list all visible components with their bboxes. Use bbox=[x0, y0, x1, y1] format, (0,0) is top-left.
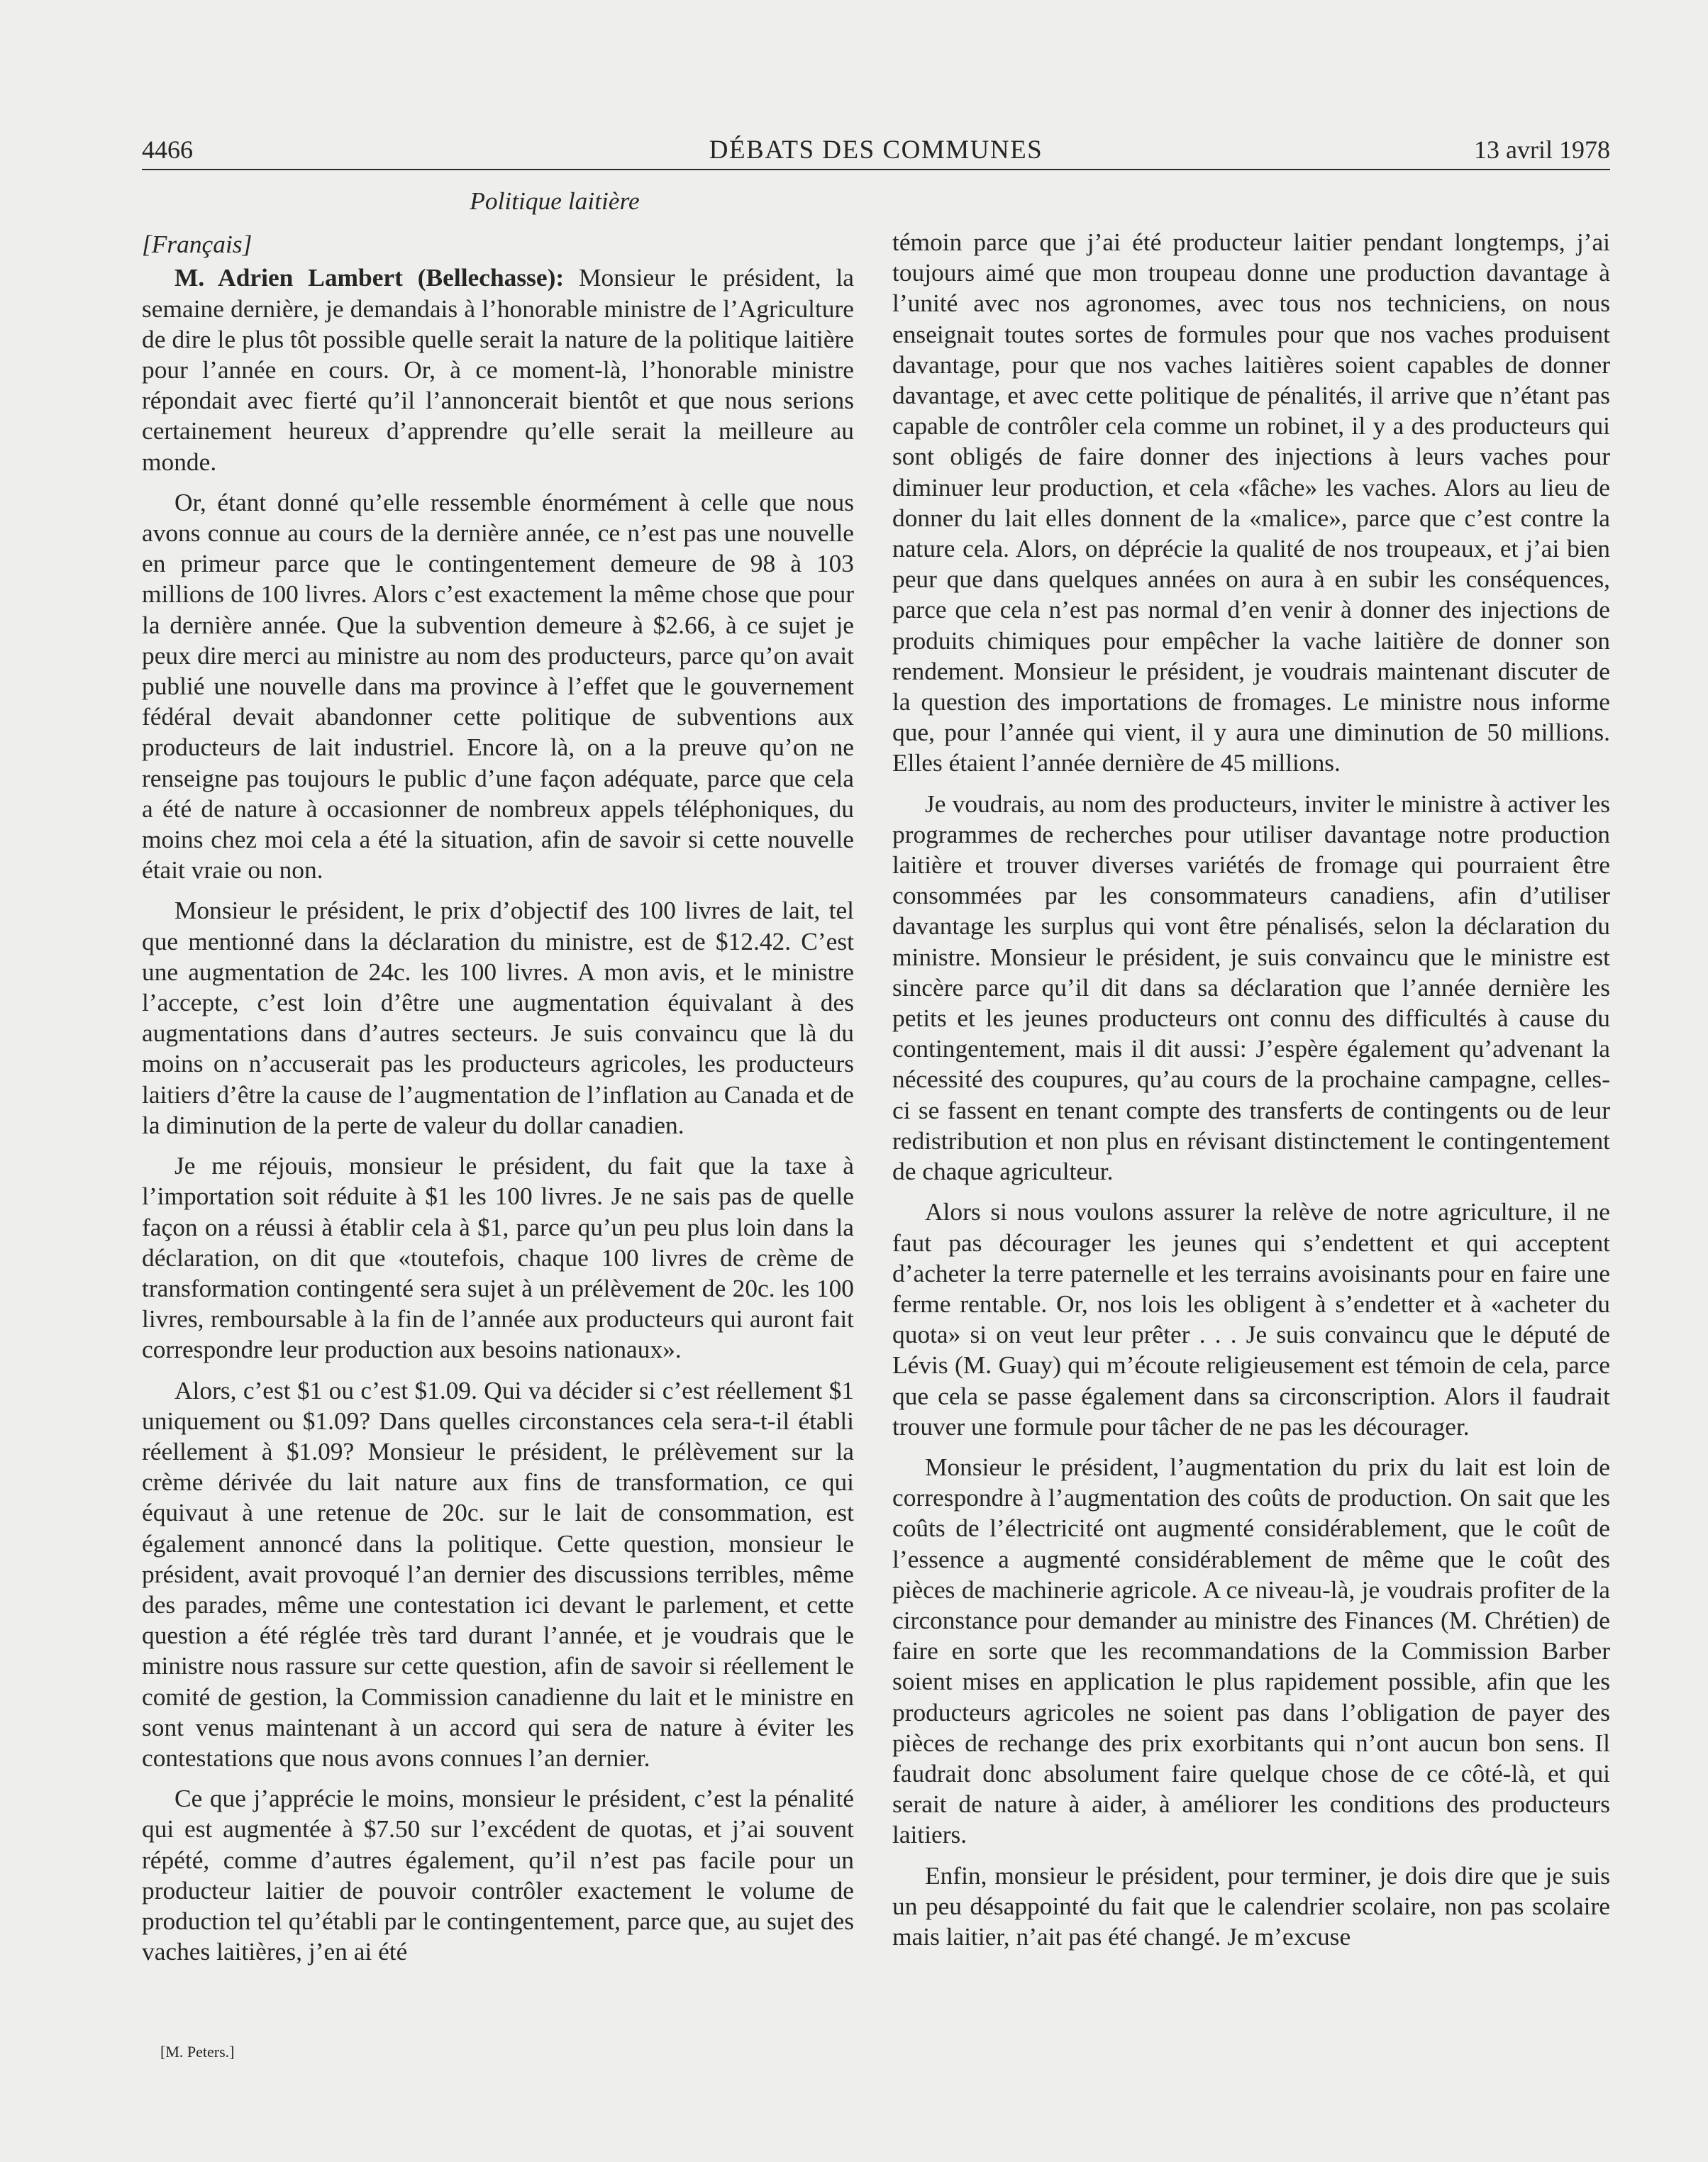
paragraph: témoin parce que j’ai été producteur laitier pendant longtemps, j’ai toujours aimé que mon troupeau donne une production davantage à l’unité avec nos agronomes, avec tous nos techniciens, on nous enseignait toutes sortes de formules pour que nos vaches produisent davantage, pour que nos vaches laitières soient capables de donner davantage, et avec cette politique de pénalités, il arrive que n’étant pas capable de contrôler cela comme un robinet, il y a des producteurs qui sont obligés de faire donner des injections à leurs vaches pour diminuer leur production, et cela «fâche» les vaches. Alors au lieu de donner du lait elles donnent de la «malice», parce que c’est contre la nature cela. Alors, on déprécie la qualité de nos troupeaux, et j’ai bien peur que dans quelques années on aura à en subir les conséquences, parce que cela n’est pas normal d’en venir à donner des injections de produits chimiques pour empêcher la vache laitière de donner son rendement. Monsieur le président, je voudrais maintenant discuter de la question des importations de fromages. Le ministre nous informe que, pour l’année qui vient, il y aura une diminution de 50 millions. Elles étaient l’année dernière de 45 millions. bbox=[892, 228, 1610, 777]
paragraph: Ce que j’apprécie le moins, monsieur le président, c’est la pénalité qui est augmentée à $7.50 sur l’excédent de quotas, et j’ai souvent répété, comme d’autres également, qu’il n’est pas facile pour un producteur laitier de pouvoir contrôler exactement le volume de production tel qu’établi par le contingentement, parce que, au sujet des vaches laitières, j’en ai été bbox=[142, 1784, 854, 1966]
issue-date: 13 avril 1978 bbox=[1474, 135, 1610, 164]
section-rubric: Politique laitière bbox=[470, 187, 640, 215]
paragraph: M. Adrien Lambert (Bellechasse): Monsieur le président, la semaine dernière, je demandais à l’honorable ministre de l’Agriculture de dire le plus tôt possible quelle serait la nature de la politique laitière pour l’année en cours. Or, à ce moment-là, l’honorable ministre répondait avec fierté qu’il l’annoncerait bientôt et que nous serions certainement heureux d’apprendre qu’elle serait la meilleure au monde. bbox=[142, 263, 854, 476]
paragraph: Je me réjouis, monsieur le président, du fait que la taxe à l’importation soit réduite à $1 les 100 livres. Je ne sais pas de quelle façon on a réussi à établir cela à $1, parce qu’un peu plus loin dans la déclaration, on dit que «toutefois, chaque 100 livres de crème de transformation contingenté sera sujet à un prélèvement de 20c. les 100 livres, remboursable à la fin de l’année aux producteurs qui auront fait correspondre leur production aux besoins nationaux». bbox=[142, 1151, 854, 1364]
paragraph: Je voudrais, au nom des producteurs, inviter le ministre à activer les programmes de recherches pour utiliser davantage notre production laitière et trouver diverses variétés de fromage qui pourraient être consommées par les consommateurs canadiens, afin d’utiliser davantage les surplus qui vont être pénalisés, selon la déclaration du ministre. Monsieur le président, je suis convaincu que le ministre est sincère parce qu’il dit dans sa déclaration que l’année dernière les petits et les jeunes producteurs ont connu des difficultés à cause du contingentement, mais il dit aussi: J’espère également qu’advenant la nécessité des coupures, qu’au cours de la prochaine campagne, celles-ci se fassent en tenant compte des transferts de contingents ou de leur redistribution et non plus en révisant distinctement le contingentement de chaque agriculteur. bbox=[892, 789, 1610, 1186]
left-column bbox=[142, 186, 854, 1977]
footer-note: [M. Peters.] bbox=[160, 2043, 235, 2061]
paragraph: Monsieur le président, le prix d’objectif des 100 livres de lait, tel que mentionné dans la déclaration du ministre, est de $12.42. C’est une augmentation de 24c. les 100 livres. A mon avis, et le ministre l’accepte, c’est loin d’être une augmentation équivalant à des augmentations dans d’autres secteurs. Je suis convaincu que là du moins on n’accuserait pas les producteurs agricoles, les producteurs laitiers d’être la cause de l’augmentation de l’inflation au Canada et de la diminution de la perte de valeur du dollar canadien. bbox=[142, 896, 854, 1139]
paragraph: Or, étant donné qu’elle ressemble énormément à celle que nous avons connue au cours de la dernière année, ce n’est pas une nouvelle en primeur parce que le contingentement demeure de 98 à 103 millions de 100 livres. Alors c’est exactement la même chose que pour la dernière année. Que la subvention demeure à $2.66, à ce sujet je peux dire merci au ministre au nom des producteurs, parce qu’on avait publié une nouvelle dans ma province à l’effet que le gouvernement fédéral devait abandonner cette politique de subventions aux producteurs de lait industriel. Encore là, on a la preuve qu’on ne renseigne pas toujours le public d’une façon adéquate, parce que cela a été de nature à occasionner de nombreux appels téléphoniques, du moins chez moi cela a été la situation, afin de savoir si cette nouvelle était vraie ou non. bbox=[142, 487, 854, 885]
language-tag: [Français] bbox=[142, 230, 253, 259]
speaker-name: M. Adrien Lambert (Bellechasse): bbox=[174, 263, 565, 292]
paragraph: Alors, c’est $1 ou c’est $1.09. Qui va décider si c’est réellement $1 uniquement ou $1.09? Dans quelles circonstances cela sera-t-il établi réellement à $1.09? Monsieur le président, le prélèvement sur la crème dérivée du lait nature aux fins de transformation, ce qui équivaut à une retenue de 20c. sur le lait de consommation, est également annoncé dans la politique. Cette question, monsieur le président, avait provoqué l’an dernier des discussions terribles, même des parades, même une contestation ici devant le parlement, et cette question a été réglée très tard durant l’année, et je voudrais que le ministre nous rassure sur cette question, afin de savoir si réellement le comité de gestion, la Commission canadienne du lait et le ministre en sont venus maintenant à un accord qui sera de nature à éviter les contestations que nous avons connues l’an dernier. bbox=[142, 1375, 854, 1772]
right-column bbox=[892, 227, 1610, 1962]
page-header bbox=[142, 135, 1610, 170]
paragraph: Enfin, monsieur le président, pour terminer, je dois dire que je suis un peu désappointé du fait que le calendrier scolaire, non pas scolaire mais laitier, n’ait pas été changé. Je m’excuse bbox=[892, 1861, 1610, 1951]
page-number: 4466 bbox=[142, 135, 193, 164]
paragraph: Monsieur le président, l’augmentation du prix du lait est loin de correspondre à l’augmentation des coûts de production. On sait que les coûts de l’électricité ont augmenté considérablement, que le coût de l’essence a augmenté considérablement de même que le coût des pièces de machinerie agricole. A ce niveau-là, je voudrais profiter de la circonstance pour demander au ministre des Finances (M. Chrétien) de faire en sorte que les recommandations de la Commission Barber soient mises en application le plus rapidement possible, afin que les producteurs agricoles ne soient pas dans l’obligation de payer des pièces de rechange des prix exorbitants qui n’ont aucun bon sens. Il faudrait donc absolument faire quelque chose de ce côté-là, et qui serait de nature à aider, à améliorer les conditions des producteurs laitiers. bbox=[892, 1452, 1610, 1849]
publication-title: DÉBATS DES COMMUNES bbox=[709, 135, 1043, 165]
paragraph: Alors si nous voulons assurer la relève de notre agriculture, il ne faut pas décourager les jeunes qui s’endettent et qui acceptent d’acheter la terre paternelle et les terrains avoisinants pour en faire une ferme rentable. Or, nos lois les obligent à s’endetter et à «acheter du quota» si on veut leur prêter . . . Je suis convaincu que le député de Lévis (M. Guay) qui m’écoute religieusement est témoin de cela, parce que cela se passe également dans sa circonscription. Alors il faudrait trouver une formule pour tâcher de ne pas les décourager. bbox=[892, 1197, 1610, 1441]
